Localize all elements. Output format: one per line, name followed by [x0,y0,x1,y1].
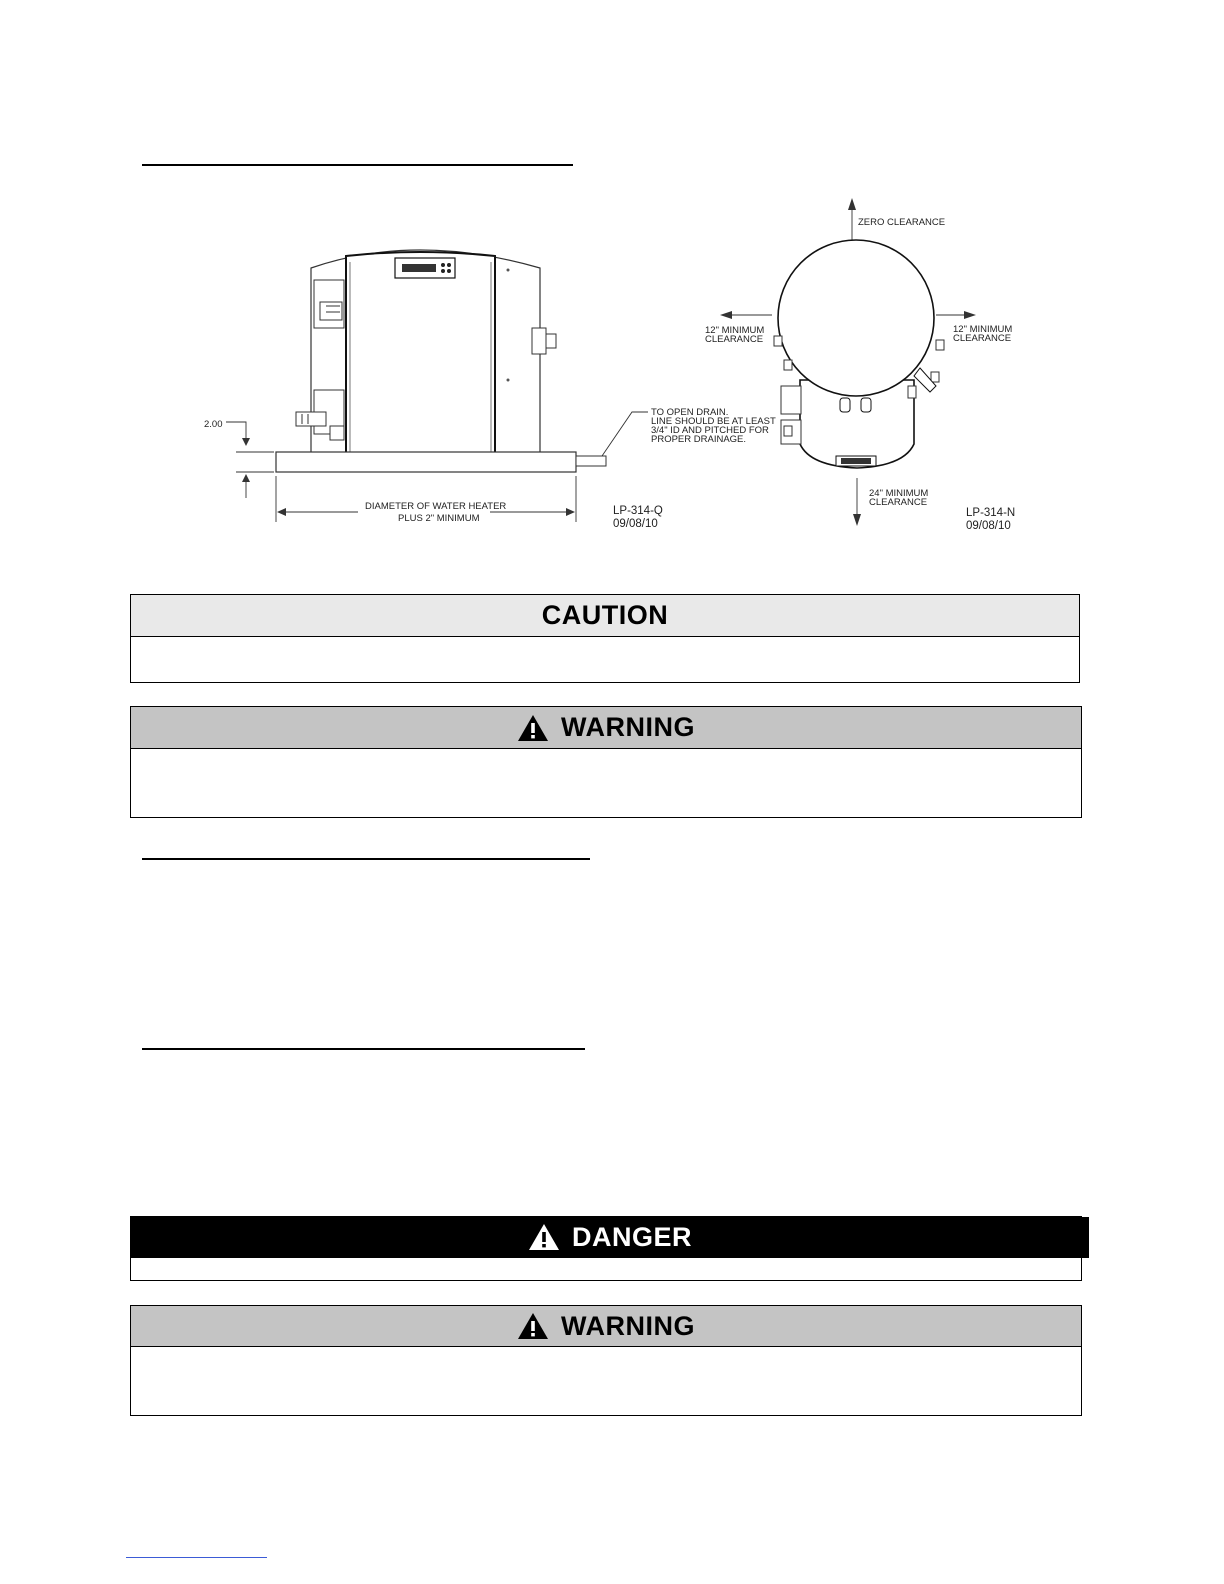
danger-box [130,1216,1082,1281]
base-pad [276,452,576,472]
drain-note-line-2: LINE SHOULD BE AT LEAST [651,416,776,427]
bottom-clearance-line-2: CLEARANCE [869,497,928,508]
warning-title-2: WARNING [561,1310,695,1341]
drain-pipe [576,456,606,466]
top-clearance-label: ZERO CLEARANCE [858,217,946,228]
diameter-label-line-1: DIAMETER OF WATER HEATER [365,501,507,512]
plan-view-drawing [690,190,1040,535]
dimension-label-2-00: 2.00 [204,419,223,430]
diameter-label-line-2: PLUS 2" MINIMUM [398,513,480,524]
danger-title: DANGER [571,1221,692,1252]
drawing-date-left: 09/08/10 [613,518,658,530]
drawing-id-right: LP-314-N [966,507,1016,519]
warning-box-2 [130,1305,1082,1416]
caution-header [131,595,1079,637]
left-clearance-line-2: CLEARANCE [705,334,764,345]
drain-note-line-1: TO OPEN DRAIN. [651,407,729,418]
danger-triangle-icon [528,1223,560,1251]
drain-note-line-3: 3/4" ID AND PITCHED FOR [651,425,769,436]
heater-circle-plan [778,240,934,396]
caution-box [130,594,1080,683]
bottom-clearance-line-1: 24" MINIMUM [869,488,929,499]
section-heading-rule-1 [142,164,573,166]
warning-title-1: WARNING [561,712,695,742]
section-heading-rule-3 [142,1048,585,1050]
heater-front-panel [346,252,495,458]
footer-link-underline[interactable] [126,1557,267,1558]
section-heading-rule-2 [142,858,590,860]
warning-header-2 [131,1306,1081,1347]
drain-note-line-4: PROPER DRAINAGE. [651,434,747,445]
right-clearance-line-1: 12" MINIMUM [953,324,1013,335]
warning-triangle-icon [517,714,549,742]
warning-header-1 [131,707,1081,749]
drawing-date-right: 09/08/10 [966,520,1011,532]
right-clearance-line-2: CLEARANCE [953,333,1012,344]
danger-header [131,1217,1089,1258]
drawing-id-left: LP-314-Q [613,505,663,517]
warning-box-1 [130,706,1082,818]
left-clearance-line-1: 12" MINIMUM [705,325,765,336]
right-fitting [532,328,546,354]
warning-triangle-icon [517,1312,549,1340]
caution-title: CAUTION [541,600,669,630]
